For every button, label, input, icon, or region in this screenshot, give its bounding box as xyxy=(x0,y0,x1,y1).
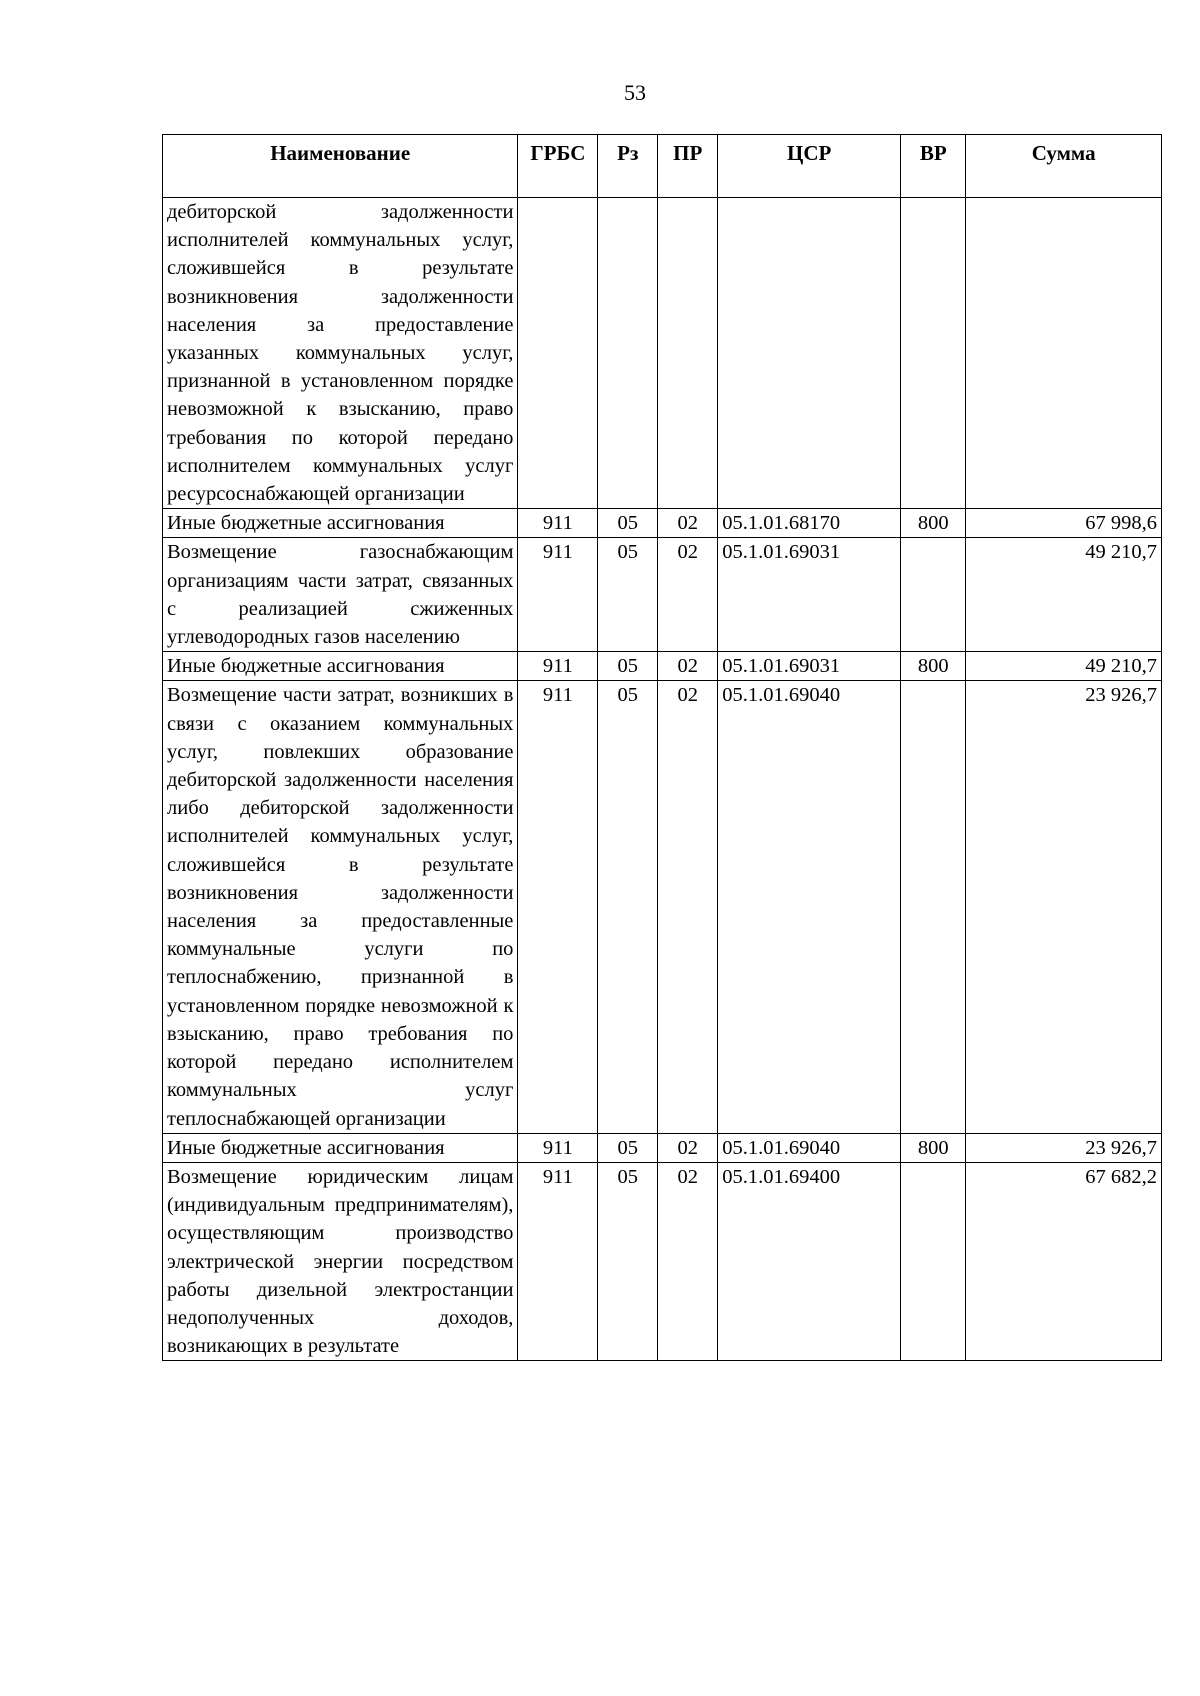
row-name: Возмещение юридическим лицам (индивидуальным предпринимателям), осуществляющим производство электрической энергии посредством работы дизельной электростанции недополученных доходов, возникающих в результате xyxy=(163,1162,518,1360)
header-grbs: ГРБС xyxy=(518,135,598,198)
table-row xyxy=(163,681,1162,1133)
row-pr: 02 xyxy=(658,1162,718,1360)
row-csr: 05.1.01.69031 xyxy=(718,538,901,652)
row-pr: 02 xyxy=(658,538,718,652)
row-grbs: 911 xyxy=(518,1162,598,1360)
row-grbs: 911 xyxy=(518,1133,598,1162)
row-vr: 800 xyxy=(901,1133,966,1162)
row-csr: 05.1.01.69031 xyxy=(718,652,901,681)
table-row xyxy=(163,538,1162,652)
row-name: Иные бюджетные ассигнования xyxy=(163,509,518,538)
row-rz xyxy=(598,198,658,509)
header-name: Наименование xyxy=(163,135,518,198)
table-row xyxy=(163,198,1162,509)
row-vr: 800 xyxy=(901,509,966,538)
row-sum xyxy=(966,198,1162,509)
row-vr xyxy=(901,1162,966,1360)
row-name: Возмещение части затрат, возникших в связи с оказанием коммунальных услуг, повлекших образование дебиторской задолженности населения либо дебиторской задолженности исполнителей коммунальных услуг, сложившейся в результате возникновения задолженности населения за предоставленные коммунальные услуги по теплоснабжению, признанной в установленном порядке невозможной к взысканию, право требования по которой передано исполнителем коммунальных услуг теплоснабжающей организации xyxy=(163,681,518,1133)
row-pr: 02 xyxy=(658,1133,718,1162)
row-rz: 05 xyxy=(598,652,658,681)
row-sum: 49 210,7 xyxy=(966,538,1162,652)
row-sum: 23 926,7 xyxy=(966,681,1162,1133)
row-vr xyxy=(901,538,966,652)
row-sum: 67 682,2 xyxy=(966,1162,1162,1360)
header-pr: ПР xyxy=(658,135,718,198)
row-name: дебиторской задолженности исполнителей коммунальных услуг, сложившейся в результате возникновения задолженности населения за предоставление указанных коммунальных услуг, признанной в установленном порядке невозможной к взысканию, право требования по которой передано исполнителем коммунальных услуг ресурсоснабжающей организации xyxy=(163,198,518,509)
header-sum: Сумма xyxy=(966,135,1162,198)
row-vr xyxy=(901,681,966,1133)
row-name: Иные бюджетные ассигнования xyxy=(163,652,518,681)
row-grbs xyxy=(518,198,598,509)
row-pr: 02 xyxy=(658,509,718,538)
row-rz: 05 xyxy=(598,509,658,538)
row-csr: 05.1.01.69040 xyxy=(718,1133,901,1162)
row-sum: 67 998,6 xyxy=(966,509,1162,538)
row-rz: 05 xyxy=(598,1133,658,1162)
row-rz: 05 xyxy=(598,1162,658,1360)
row-csr: 05.1.01.69040 xyxy=(718,681,901,1133)
row-pr: 02 xyxy=(658,652,718,681)
row-grbs: 911 xyxy=(518,652,598,681)
budget-table xyxy=(162,134,1162,1361)
header-csr: ЦСР xyxy=(718,135,901,198)
row-name: Возмещение газоснабжающим организациям части затрат, связанных с реализацией сжиженных углеводородных газов населению xyxy=(163,538,518,652)
row-rz: 05 xyxy=(598,681,658,1133)
row-name: Иные бюджетные ассигнования xyxy=(163,1133,518,1162)
row-vr: 800 xyxy=(901,652,966,681)
row-sum: 23 926,7 xyxy=(966,1133,1162,1162)
page-number: 53 xyxy=(624,80,646,105)
row-rz: 05 xyxy=(598,538,658,652)
row-vr xyxy=(901,198,966,509)
header-vr: ВР xyxy=(901,135,966,198)
row-pr xyxy=(658,198,718,509)
row-grbs: 911 xyxy=(518,681,598,1133)
table-row xyxy=(163,1133,1162,1162)
row-csr: 05.1.01.68170 xyxy=(718,509,901,538)
row-grbs: 911 xyxy=(518,538,598,652)
table-header xyxy=(163,135,1162,198)
row-pr: 02 xyxy=(658,681,718,1133)
header-rz: Рз xyxy=(598,135,658,198)
row-csr xyxy=(718,198,901,509)
row-grbs: 911 xyxy=(518,509,598,538)
row-csr: 05.1.01.69400 xyxy=(718,1162,901,1360)
table-row xyxy=(163,509,1162,538)
row-sum: 49 210,7 xyxy=(966,652,1162,681)
table-row xyxy=(163,1162,1162,1360)
table-row xyxy=(163,652,1162,681)
